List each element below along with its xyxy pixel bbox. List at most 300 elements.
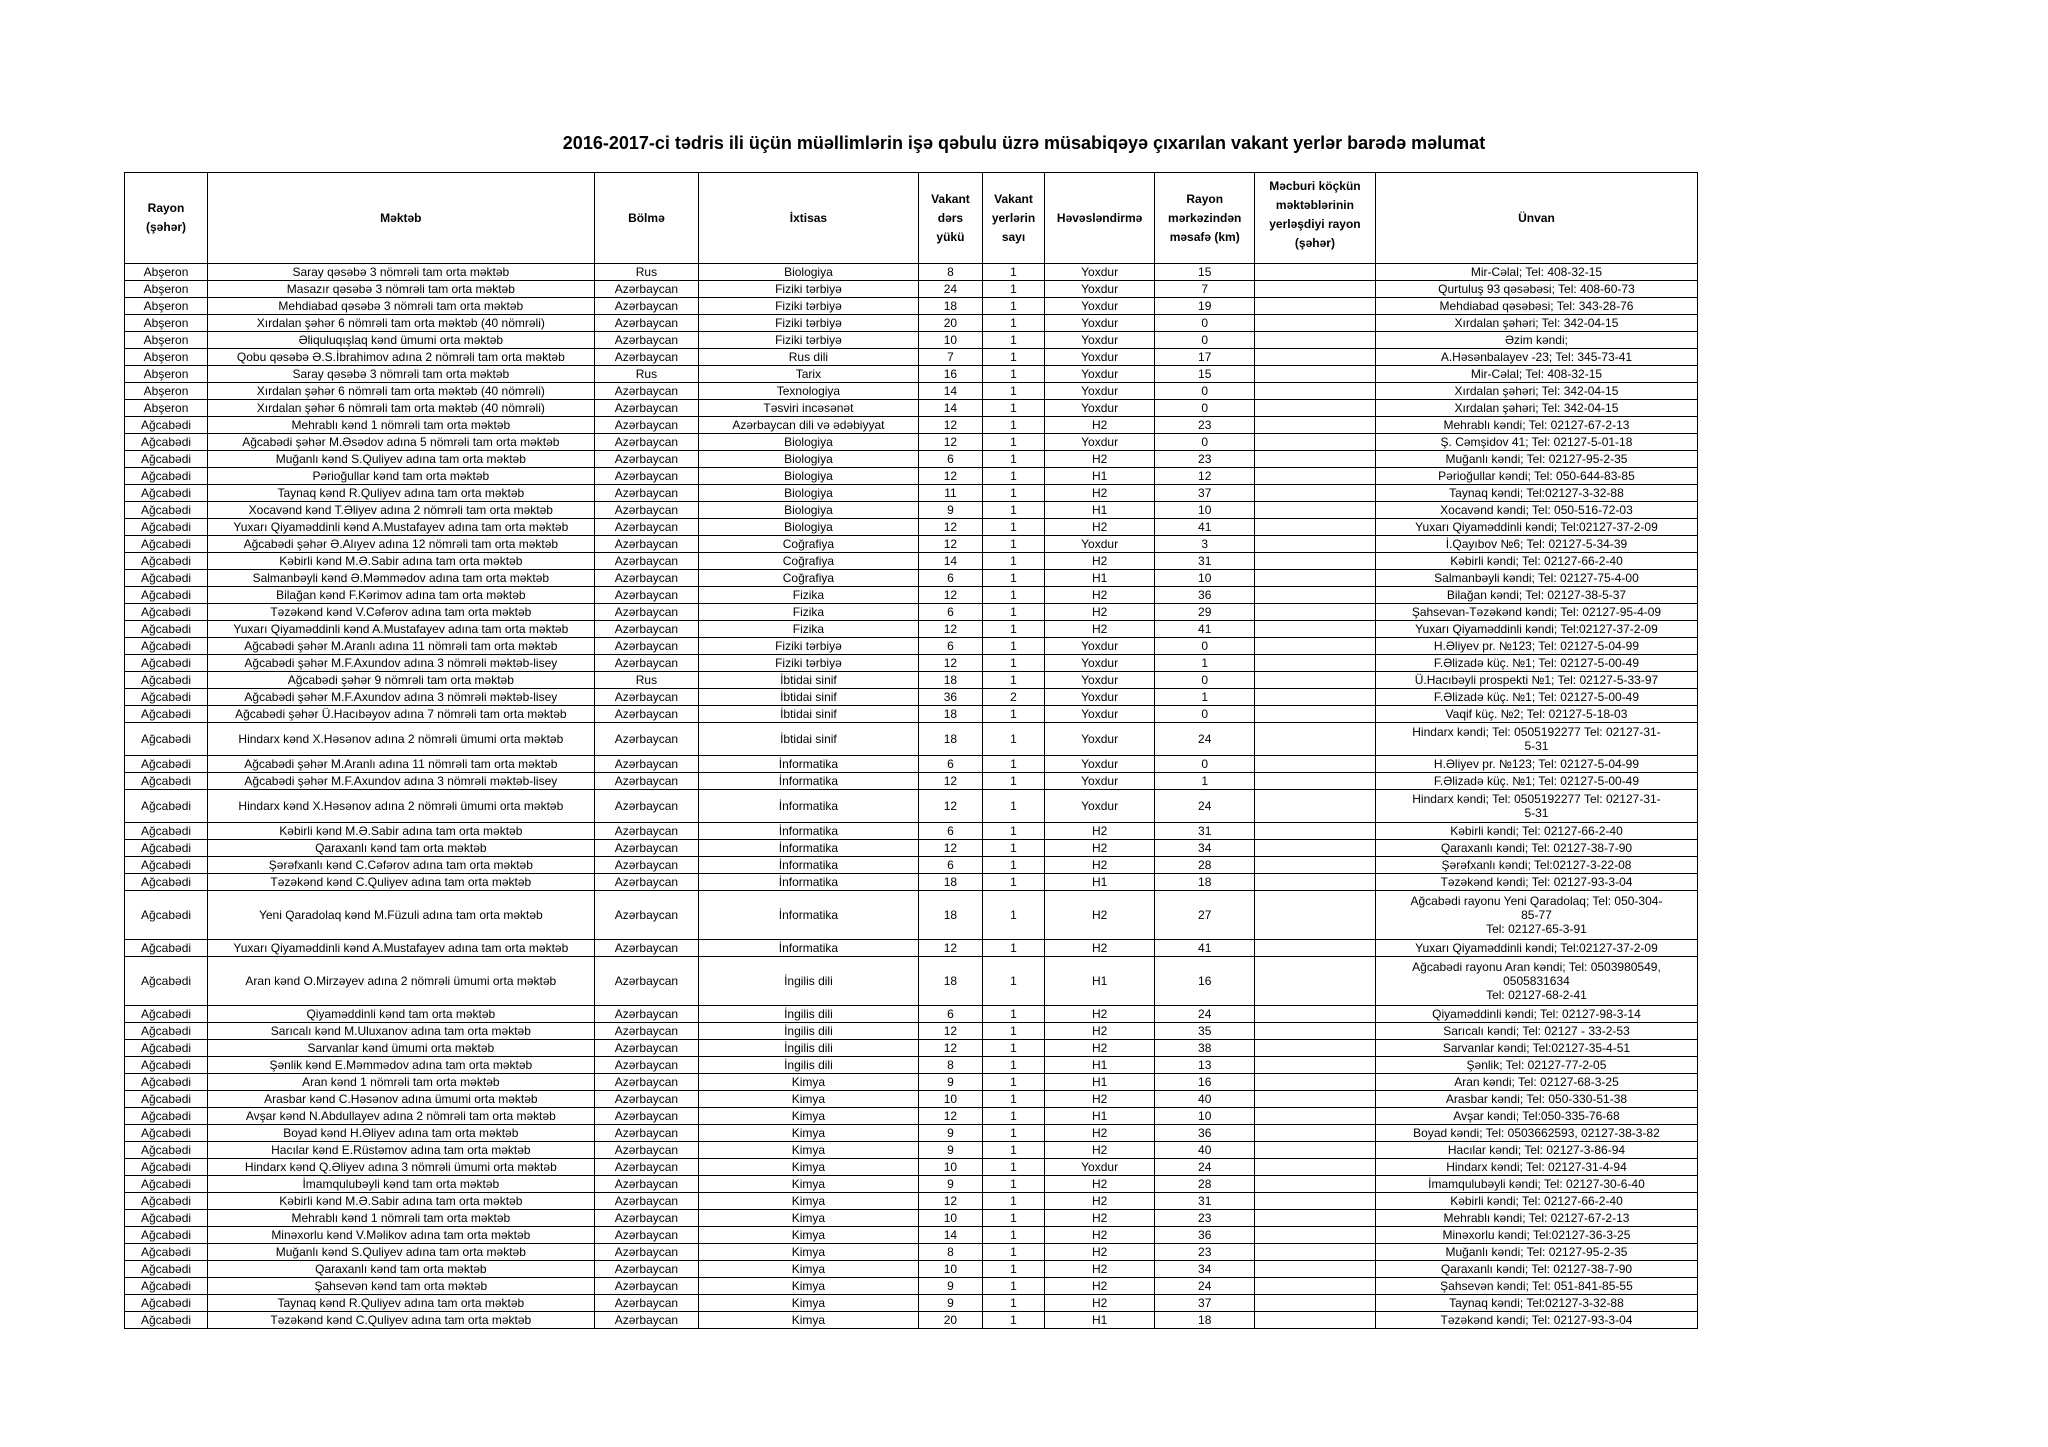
cell-mecburi <box>1254 1210 1375 1227</box>
cell-mecburi <box>1254 891 1375 940</box>
cell-mecburi <box>1254 957 1375 1006</box>
cell-bolme: Azərbaycan <box>594 1193 699 1210</box>
cell-yer-sayi: 1 <box>983 1244 1045 1261</box>
cell-mekteb: Aran kənd O.Mirzəyev adına 2 nömrəli ümumi orta məktəb <box>208 957 595 1006</box>
cell-mecburi <box>1254 655 1375 672</box>
cell-mekteb: Hindarx kənd X.Həsənov adına 2 nömrəli ümumi orta məktəb <box>208 790 595 823</box>
cell-ders-yuku: 10 <box>918 1159 983 1176</box>
cell-rayon: Ağcabədi <box>125 1040 208 1057</box>
cell-ders-yuku: 6 <box>918 857 983 874</box>
cell-ixtisas: Biologiya <box>699 434 918 451</box>
cell-ixtisas: İnformatika <box>699 823 918 840</box>
cell-yer-sayi: 1 <box>983 366 1045 383</box>
cell-heves: H1 <box>1044 468 1155 485</box>
cell-yer-sayi: 1 <box>983 519 1045 536</box>
cell-yer-sayi: 1 <box>983 1125 1045 1142</box>
cell-rayon: Ağcabədi <box>125 874 208 891</box>
cell-ders-yuku: 18 <box>918 706 983 723</box>
cell-ixtisas: Fizika <box>699 587 918 604</box>
page-title: 2016-2017-ci tədris ili üçün müəllimlərin işə qəbulu üzrə müsabiqəyə çıxarılan vakant yerlər barədə məlumat <box>562 133 1486 153</box>
cell-mecburi <box>1254 502 1375 519</box>
cell-heves: Yoxdur <box>1044 536 1155 553</box>
cell-mekteb: Xırdalan şəhər 6 nömrəli tam orta məktəb (40 nömrəli) <box>208 315 595 332</box>
cell-heves: H2 <box>1044 857 1155 874</box>
cell-heves: H2 <box>1044 1091 1155 1108</box>
table-row <box>125 638 1698 655</box>
cell-mekteb: Xırdalan şəhər 6 nömrəli tam orta məktəb (40 nömrəli) <box>208 400 595 417</box>
cell-yer-sayi: 1 <box>983 451 1045 468</box>
cell-mesafe: 37 <box>1155 1295 1254 1312</box>
cell-yer-sayi: 1 <box>983 840 1045 857</box>
cell-unvan: Xocavənd kəndi; Tel: 050-516-72-03 <box>1375 502 1697 519</box>
cell-unvan: Minəxorlu kəndi; Tel:02127-36-3-25 <box>1375 1227 1697 1244</box>
cell-ders-yuku: 6 <box>918 1006 983 1023</box>
cell-unvan: Təzəkənd kəndi; Tel: 02127-93-3-04 <box>1375 1312 1697 1329</box>
cell-yer-sayi: 1 <box>983 1210 1045 1227</box>
cell-ixtisas: Fiziki tərbiyə <box>699 315 918 332</box>
cell-heves: H2 <box>1044 1176 1155 1193</box>
table-row <box>125 1023 1698 1040</box>
cell-yer-sayi: 1 <box>983 536 1045 553</box>
cell-ders-yuku: 9 <box>918 1142 983 1159</box>
cell-bolme: Azərbaycan <box>594 957 699 1006</box>
cell-mecburi <box>1254 840 1375 857</box>
cell-mecburi <box>1254 553 1375 570</box>
cell-yer-sayi: 1 <box>983 621 1045 638</box>
cell-ders-yuku: 9 <box>918 1176 983 1193</box>
cell-ders-yuku: 6 <box>918 604 983 621</box>
cell-bolme: Azərbaycan <box>594 823 699 840</box>
table-row <box>125 366 1698 383</box>
cell-rayon: Abşeron <box>125 400 208 417</box>
cell-mesafe: 1 <box>1155 773 1254 790</box>
table-row <box>125 1040 1698 1057</box>
cell-mecburi <box>1254 1091 1375 1108</box>
cell-rayon: Abşeron <box>125 349 208 366</box>
cell-yer-sayi: 1 <box>983 1193 1045 1210</box>
cell-ders-yuku: 11 <box>918 485 983 502</box>
cell-mesafe: 10 <box>1155 570 1254 587</box>
cell-rayon: Abşeron <box>125 298 208 315</box>
cell-heves: Yoxdur <box>1044 773 1155 790</box>
table-row <box>125 1244 1698 1261</box>
cell-rayon: Ağcabədi <box>125 891 208 940</box>
cell-ixtisas: İngilis dili <box>699 1023 918 1040</box>
cell-mecburi <box>1254 1312 1375 1329</box>
cell-ixtisas: İnformatika <box>699 891 918 940</box>
table-row <box>125 315 1698 332</box>
cell-mekteb: Təzəkənd kənd C.Quliyev adına tam orta məktəb <box>208 874 595 891</box>
table-row <box>125 957 1698 1006</box>
cell-unvan: Şahsevan-Təzəkənd kəndi; Tel: 02127-95-4-09 <box>1375 604 1697 621</box>
cell-ders-yuku: 12 <box>918 790 983 823</box>
cell-ders-yuku: 8 <box>918 264 983 281</box>
cell-unvan: Xırdalan şəhəri; Tel: 342-04-15 <box>1375 315 1697 332</box>
cell-unvan: Əzim kəndi; <box>1375 332 1697 349</box>
cell-unvan: Salmanbəyli kəndi; Tel: 02127-75-4-00 <box>1375 570 1697 587</box>
cell-rayon: Ağcabədi <box>125 1261 208 1278</box>
cell-heves: H2 <box>1044 940 1155 957</box>
cell-rayon: Ağcabədi <box>125 1057 208 1074</box>
cell-mekteb: Yeni Qaradolaq kənd M.Füzuli adına tam orta məktəb <box>208 891 595 940</box>
cell-heves: H2 <box>1044 1023 1155 1040</box>
table-row <box>125 1108 1698 1125</box>
cell-ders-yuku: 6 <box>918 451 983 468</box>
cell-mesafe: 35 <box>1155 1023 1254 1040</box>
cell-heves: H2 <box>1044 1040 1155 1057</box>
cell-yer-sayi: 1 <box>983 1142 1045 1159</box>
cell-mekteb: Qaraxanlı kənd tam orta məktəb <box>208 1261 595 1278</box>
cell-ixtisas: İnformatika <box>699 940 918 957</box>
cell-ixtisas: Fiziki tərbiyə <box>699 298 918 315</box>
cell-mesafe: 15 <box>1155 366 1254 383</box>
cell-yer-sayi: 1 <box>983 756 1045 773</box>
cell-bolme: Azərbaycan <box>594 1312 699 1329</box>
cell-bolme: Azərbaycan <box>594 689 699 706</box>
cell-yer-sayi: 1 <box>983 790 1045 823</box>
cell-bolme: Azərbaycan <box>594 891 699 940</box>
cell-bolme: Azərbaycan <box>594 1125 699 1142</box>
cell-ixtisas: Kimya <box>699 1176 918 1193</box>
cell-heves: Yoxdur <box>1044 383 1155 400</box>
table-body <box>125 264 1698 1329</box>
cell-ders-yuku: 18 <box>918 672 983 689</box>
table-row <box>125 383 1698 400</box>
cell-unvan: Muğanlı kəndi; Tel: 02127-95-2-35 <box>1375 451 1697 468</box>
cell-unvan: Kəbirli kəndi; Tel: 02127-66-2-40 <box>1375 823 1697 840</box>
cell-unvan: Vaqif küç. №2; Tel: 02127-5-18-03 <box>1375 706 1697 723</box>
cell-yer-sayi: 1 <box>983 1159 1045 1176</box>
cell-ders-yuku: 6 <box>918 570 983 587</box>
cell-mesafe: 1 <box>1155 655 1254 672</box>
cell-yer-sayi: 1 <box>983 553 1045 570</box>
cell-mesafe: 37 <box>1155 485 1254 502</box>
cell-mecburi <box>1254 1108 1375 1125</box>
cell-mecburi <box>1254 519 1375 536</box>
cell-unvan: İ.Qayıbov №6; Tel: 02127-5-34-39 <box>1375 536 1697 553</box>
cell-heves: H1 <box>1044 502 1155 519</box>
cell-yer-sayi: 1 <box>983 502 1045 519</box>
cell-rayon: Ağcabədi <box>125 553 208 570</box>
cell-ixtisas: Biologiya <box>699 451 918 468</box>
cell-unvan: Kəbirli kəndi; Tel: 02127-66-2-40 <box>1375 1193 1697 1210</box>
cell-rayon: Ağcabədi <box>125 940 208 957</box>
cell-unvan: Mir-Cəlal; Tel: 408-32-15 <box>1375 366 1697 383</box>
cell-ders-yuku: 12 <box>918 434 983 451</box>
cell-bolme: Azərbaycan <box>594 1057 699 1074</box>
cell-ders-yuku: 18 <box>918 891 983 940</box>
cell-bolme: Azərbaycan <box>594 706 699 723</box>
cell-mecburi <box>1254 1040 1375 1057</box>
cell-yer-sayi: 1 <box>983 1006 1045 1023</box>
cell-yer-sayi: 1 <box>983 706 1045 723</box>
cell-yer-sayi: 1 <box>983 1312 1045 1329</box>
cell-heves: Yoxdur <box>1044 790 1155 823</box>
cell-heves: Yoxdur <box>1044 638 1155 655</box>
cell-heves: H2 <box>1044 519 1155 536</box>
cell-mekteb: İmamqulubəyli kənd tam orta məktəb <box>208 1176 595 1193</box>
table-row <box>125 756 1698 773</box>
table-row <box>125 417 1698 434</box>
cell-ders-yuku: 18 <box>918 874 983 891</box>
cell-mekteb: Boyad kənd H.Əliyev adına tam orta məktəb <box>208 1125 595 1142</box>
cell-mecburi <box>1254 1261 1375 1278</box>
cell-yer-sayi: 1 <box>983 315 1045 332</box>
cell-mekteb: Şahsevən kənd tam orta məktəb <box>208 1278 595 1295</box>
cell-ixtisas: İbtidai sinif <box>699 723 918 756</box>
cell-heves: H1 <box>1044 1074 1155 1091</box>
cell-ixtisas: İnformatika <box>699 790 918 823</box>
cell-unvan: Mehdiabad qəsəbəsi; Tel: 343-28-76 <box>1375 298 1697 315</box>
cell-ixtisas: Coğrafiya <box>699 553 918 570</box>
cell-mesafe: 41 <box>1155 940 1254 957</box>
cell-ders-yuku: 12 <box>918 655 983 672</box>
cell-rayon: Ağcabədi <box>125 1023 208 1040</box>
table-row <box>125 1193 1698 1210</box>
cell-mekteb: Sarvanlar kənd ümumi orta məktəb <box>208 1040 595 1057</box>
cell-bolme: Azərbaycan <box>594 553 699 570</box>
cell-mekteb: Xocavənd kənd T.Əliyev adına 2 nömrəli tam orta məktəb <box>208 502 595 519</box>
table-row <box>125 1125 1698 1142</box>
cell-ders-yuku: 12 <box>918 417 983 434</box>
cell-heves: H1 <box>1044 1312 1155 1329</box>
cell-bolme: Azərbaycan <box>594 773 699 790</box>
cell-ixtisas: İbtidai sinif <box>699 689 918 706</box>
cell-heves: H1 <box>1044 1108 1155 1125</box>
table-row <box>125 874 1698 891</box>
cell-ixtisas: Fiziki tərbiyə <box>699 655 918 672</box>
cell-rayon: Ağcabədi <box>125 417 208 434</box>
cell-mecburi <box>1254 366 1375 383</box>
cell-ixtisas: Fiziki tərbiyə <box>699 638 918 655</box>
cell-ders-yuku: 12 <box>918 621 983 638</box>
cell-yer-sayi: 1 <box>983 874 1045 891</box>
cell-rayon: Ağcabədi <box>125 485 208 502</box>
cell-mesafe: 1 <box>1155 689 1254 706</box>
cell-ders-yuku: 24 <box>918 281 983 298</box>
cell-mecburi <box>1254 790 1375 823</box>
cell-mesafe: 40 <box>1155 1142 1254 1159</box>
cell-bolme: Rus <box>594 366 699 383</box>
cell-bolme: Azərbaycan <box>594 857 699 874</box>
cell-ixtisas: Fizika <box>699 621 918 638</box>
cell-ixtisas: Texnologiya <box>699 383 918 400</box>
cell-mesafe: 34 <box>1155 1261 1254 1278</box>
cell-heves: H2 <box>1044 1210 1155 1227</box>
cell-ixtisas: Biologiya <box>699 468 918 485</box>
cell-bolme: Azərbaycan <box>594 1261 699 1278</box>
cell-unvan: Mehrablı kəndi; Tel: 02127-67-2-13 <box>1375 417 1697 434</box>
table-row <box>125 332 1698 349</box>
cell-heves: Yoxdur <box>1044 672 1155 689</box>
header-mesafe: Rayon mərkəzindən məsafə (km) <box>1155 173 1254 264</box>
cell-heves: H2 <box>1044 891 1155 940</box>
cell-yer-sayi: 1 <box>983 1040 1045 1057</box>
cell-heves: H2 <box>1044 1193 1155 1210</box>
cell-mekteb: Taynaq kənd R.Quliyev adına tam orta məktəb <box>208 485 595 502</box>
cell-yer-sayi: 1 <box>983 1261 1045 1278</box>
cell-unvan: Mir-Cəlal; Tel: 408-32-15 <box>1375 264 1697 281</box>
cell-unvan: Taynaq kəndi; Tel:02127-3-32-88 <box>1375 485 1697 502</box>
cell-heves: Yoxdur <box>1044 281 1155 298</box>
cell-heves: H2 <box>1044 553 1155 570</box>
cell-mesafe: 0 <box>1155 756 1254 773</box>
cell-mecburi <box>1254 485 1375 502</box>
cell-unvan: Ağcabədi rayonu Aran kəndi; Tel: 0503980549, 0505831634 Tel: 02127-68-2-41 <box>1375 957 1697 1006</box>
cell-rayon: Ağcabədi <box>125 840 208 857</box>
cell-ixtisas: Kimya <box>699 1244 918 1261</box>
cell-ixtisas: İnformatika <box>699 756 918 773</box>
cell-rayon: Abşeron <box>125 332 208 349</box>
cell-unvan: Hacılar kəndi; Tel: 02127-3-86-94 <box>1375 1142 1697 1159</box>
cell-mesafe: 31 <box>1155 1193 1254 1210</box>
cell-mesafe: 24 <box>1155 723 1254 756</box>
cell-ders-yuku: 6 <box>918 823 983 840</box>
cell-mesafe: 15 <box>1155 264 1254 281</box>
cell-mekteb: Ağcabədi şəhər Ü.Hacıbəyov adına 7 nömrəli tam orta məktəb <box>208 706 595 723</box>
cell-yer-sayi: 1 <box>983 1057 1045 1074</box>
cell-yer-sayi: 1 <box>983 773 1045 790</box>
cell-ixtisas: İnformatika <box>699 874 918 891</box>
cell-heves: H1 <box>1044 1057 1155 1074</box>
cell-mekteb: Yuxarı Qiyaməddinli kənd A.Mustafayev adına tam orta məktəb <box>208 621 595 638</box>
cell-ixtisas: Kimya <box>699 1227 918 1244</box>
cell-unvan: Qurtuluş 93 qəsəbəsi; Tel: 408-60-73 <box>1375 281 1697 298</box>
cell-mekteb: Qobu qəsəbə Ə.S.İbrahimov adına 2 nömrəli tam orta məktəb <box>208 349 595 366</box>
cell-rayon: Ağcabədi <box>125 1142 208 1159</box>
cell-mekteb: Ağcabədi şəhər M.F.Axundov adına 3 nömrəli məktəb-lisey <box>208 689 595 706</box>
cell-bolme: Azərbaycan <box>594 621 699 638</box>
cell-ders-yuku: 12 <box>918 468 983 485</box>
cell-mecburi <box>1254 689 1375 706</box>
header-mecburi: Məcburi köçkün məktəblərinin yerləşdiyi rayon (şəhər) <box>1254 173 1375 264</box>
cell-heves: Yoxdur <box>1044 706 1155 723</box>
cell-rayon: Ağcabədi <box>125 1193 208 1210</box>
table-row <box>125 485 1698 502</box>
cell-ders-yuku: 18 <box>918 957 983 1006</box>
cell-mekteb: Şərəfxanlı kənd C.Cəfərov adına tam orta məktəb <box>208 857 595 874</box>
table-row <box>125 689 1698 706</box>
cell-rayon: Abşeron <box>125 366 208 383</box>
cell-heves: H2 <box>1044 1278 1155 1295</box>
cell-yer-sayi: 1 <box>983 672 1045 689</box>
cell-mecburi <box>1254 706 1375 723</box>
header-heves: Həvəsləndirmə <box>1044 173 1155 264</box>
cell-rayon: Abşeron <box>125 383 208 400</box>
cell-rayon: Ağcabədi <box>125 655 208 672</box>
cell-rayon: Ağcabədi <box>125 689 208 706</box>
cell-bolme: Azərbaycan <box>594 1074 699 1091</box>
cell-mekteb: Kəbirli kənd M.Ə.Sabir adına tam orta məktəb <box>208 1193 595 1210</box>
cell-mecburi <box>1254 1142 1375 1159</box>
cell-ders-yuku: 8 <box>918 1057 983 1074</box>
cell-rayon: Ağcabədi <box>125 706 208 723</box>
cell-ixtisas: Azərbaycan dili və ədəbiyyat <box>699 417 918 434</box>
table-row <box>125 400 1698 417</box>
cell-heves: Yoxdur <box>1044 349 1155 366</box>
cell-mecburi <box>1254 349 1375 366</box>
cell-mesafe: 27 <box>1155 891 1254 940</box>
cell-mesafe: 13 <box>1155 1057 1254 1074</box>
cell-bolme: Azərbaycan <box>594 281 699 298</box>
cell-bolme: Azərbaycan <box>594 315 699 332</box>
table-row <box>125 536 1698 553</box>
cell-unvan: Kəbirli kəndi; Tel: 02127-66-2-40 <box>1375 553 1697 570</box>
cell-unvan: H.Əliyev pr. №123; Tel: 02127-5-04-99 <box>1375 638 1697 655</box>
cell-heves: H1 <box>1044 570 1155 587</box>
cell-mesafe: 36 <box>1155 1125 1254 1142</box>
cell-heves: Yoxdur <box>1044 434 1155 451</box>
cell-mecburi <box>1254 1278 1375 1295</box>
cell-rayon: Ağcabədi <box>125 570 208 587</box>
cell-rayon: Ağcabədi <box>125 1244 208 1261</box>
cell-mecburi <box>1254 1125 1375 1142</box>
cell-mesafe: 16 <box>1155 957 1254 1006</box>
cell-ixtisas: Kimya <box>699 1125 918 1142</box>
cell-yer-sayi: 1 <box>983 383 1045 400</box>
table-row <box>125 790 1698 823</box>
table-row <box>125 570 1698 587</box>
cell-mekteb: Mehrablı kənd 1 nömrəli tam orta məktəb <box>208 417 595 434</box>
cell-ders-yuku: 18 <box>918 298 983 315</box>
header-mekteb: Məktəb <box>208 173 595 264</box>
cell-bolme: Azərbaycan <box>594 400 699 417</box>
cell-unvan: Qaraxanlı kəndi; Tel: 02127-38-7-90 <box>1375 840 1697 857</box>
header-rayon: Rayon (şəhər) <box>125 173 208 264</box>
cell-bolme: Azərbaycan <box>594 1108 699 1125</box>
cell-ders-yuku: 12 <box>918 587 983 604</box>
cell-ixtisas: Kimya <box>699 1074 918 1091</box>
cell-rayon: Ağcabədi <box>125 1074 208 1091</box>
table-row <box>125 1159 1698 1176</box>
cell-mekteb: Ağcabədi şəhər M.Aranlı adına 11 nömrəli tam orta məktəb <box>208 756 595 773</box>
cell-heves: H2 <box>1044 1006 1155 1023</box>
table-row <box>125 723 1698 756</box>
cell-mekteb: Pərioğullar kənd tam orta məktəb <box>208 468 595 485</box>
cell-yer-sayi: 1 <box>983 468 1045 485</box>
cell-bolme: Azərbaycan <box>594 485 699 502</box>
cell-mekteb: Arasbar kənd C.Həsənov adına ümumi orta məktəb <box>208 1091 595 1108</box>
cell-bolme: Azərbaycan <box>594 1210 699 1227</box>
table-row <box>125 840 1698 857</box>
cell-bolme: Azərbaycan <box>594 1159 699 1176</box>
cell-mecburi <box>1254 332 1375 349</box>
cell-rayon: Ağcabədi <box>125 1278 208 1295</box>
table-row <box>125 604 1698 621</box>
cell-ixtisas: İngilis dili <box>699 1057 918 1074</box>
cell-mekteb: Avşar kənd N.Abdullayev adına 2 nömrəli tam orta məktəb <box>208 1108 595 1125</box>
cell-mekteb: Təzəkənd kənd C.Quliyev adına tam orta məktəb <box>208 1312 595 1329</box>
cell-yer-sayi: 1 <box>983 1176 1045 1193</box>
cell-mekteb: Qiyaməddinli kənd tam orta məktəb <box>208 1006 595 1023</box>
cell-rayon: Ağcabədi <box>125 857 208 874</box>
cell-yer-sayi: 1 <box>983 298 1045 315</box>
cell-mecburi <box>1254 1074 1375 1091</box>
cell-ders-yuku: 9 <box>918 1074 983 1091</box>
cell-yer-sayi: 1 <box>983 857 1045 874</box>
table-row <box>125 1278 1698 1295</box>
cell-mecburi <box>1254 604 1375 621</box>
cell-ders-yuku: 10 <box>918 332 983 349</box>
cell-heves: Yoxdur <box>1044 723 1155 756</box>
cell-ixtisas: Rus dili <box>699 349 918 366</box>
cell-ders-yuku: 12 <box>918 519 983 536</box>
cell-ixtisas: Kimya <box>699 1278 918 1295</box>
cell-bolme: Azərbaycan <box>594 570 699 587</box>
cell-unvan: Hindarx kəndi; Tel: 0505192277 Tel: 02127-31- 5-31 <box>1375 790 1697 823</box>
cell-ders-yuku: 6 <box>918 638 983 655</box>
cell-rayon: Ağcabədi <box>125 1006 208 1023</box>
